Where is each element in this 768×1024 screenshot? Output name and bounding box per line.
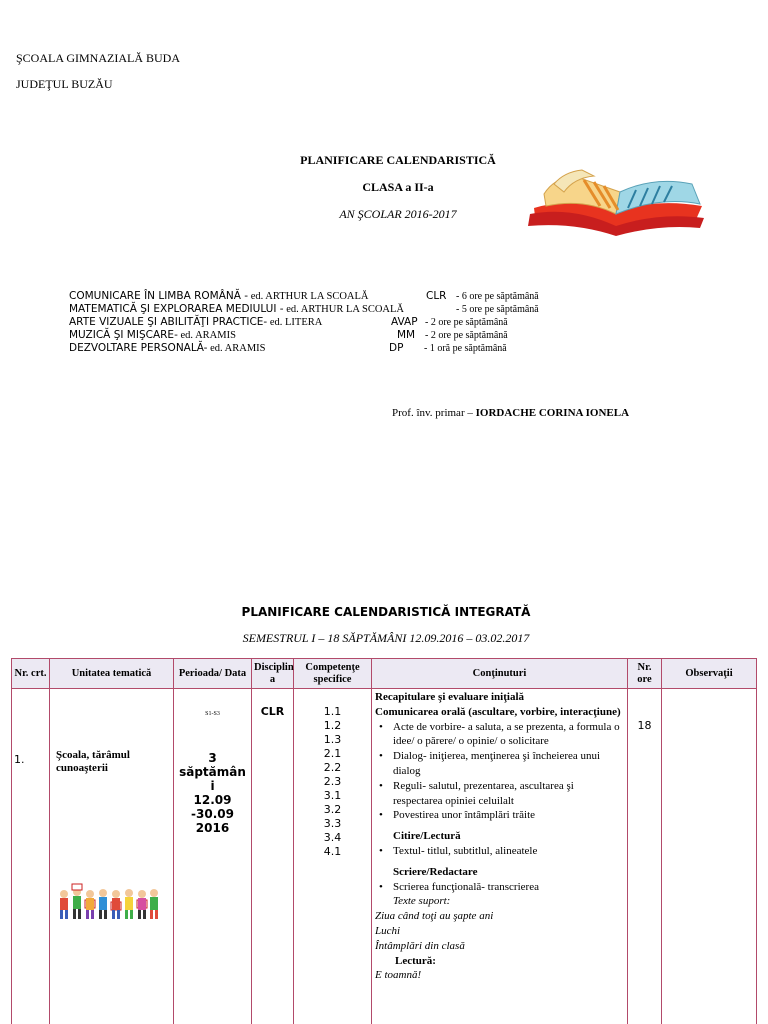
row-hours: 18 xyxy=(628,689,662,1024)
competence-item: 1.2 xyxy=(323,719,342,732)
subject-code: CLR xyxy=(426,290,447,302)
period-line: săptămân xyxy=(179,765,246,779)
subject-hours: - 1 oră pe săptămână xyxy=(424,343,507,354)
subject-code: AVAP xyxy=(391,316,418,328)
county-name: JUDEŢUL BUZĂU xyxy=(16,77,113,91)
subject-hours: - 6 ore pe săptămână xyxy=(456,291,539,302)
subject-line-mem xyxy=(69,303,539,316)
subject-name: COMUNICARE ÎN LIMBA ROMÂNĂ - xyxy=(69,290,249,302)
subject-line-dp xyxy=(69,342,507,355)
school-year: AN ŞCOLAR 2016-2017 xyxy=(339,207,457,221)
teacher-name: IORDACHE CORINA IONELA xyxy=(475,407,630,419)
children-illustration xyxy=(56,882,160,920)
period-weeks-code: S1-S3 xyxy=(205,711,220,717)
support-text: Întâmplări din clasă xyxy=(375,939,465,952)
row-unit xyxy=(50,689,174,1024)
table-header-row xyxy=(12,659,757,689)
list-item: • Textul- titlul, subtitlul, alineatele xyxy=(375,844,624,859)
subject-code: DP xyxy=(389,342,404,354)
subject-hours: - 2 ore pe săptămână xyxy=(425,330,508,341)
subject-hours: - 2 ore pe săptămână xyxy=(425,317,508,328)
school-name: ŞCOALA GIMNAZIALĂ BUDA xyxy=(16,51,180,65)
subject-name: MUZICĂ ŞI MIŞCARE- xyxy=(69,329,178,341)
list-item: • Acte de vorbire- a saluta, a se prezenta, a formula o idee/ o părere/ o opinie/ o solicitare xyxy=(375,720,624,750)
period-line: i xyxy=(210,779,215,793)
competence-item: 2.1 xyxy=(323,747,342,760)
subject-name: ARTE VIZUALE ŞI ABILITĂŢI PRACTICE- xyxy=(69,316,268,328)
list-item: • Scrierea funcţională- transcrierea xyxy=(375,880,624,895)
subject-line-mm xyxy=(69,329,508,342)
oral-list xyxy=(375,720,624,824)
subject-edition: ed. ARAMIS xyxy=(177,330,236,341)
period-line: 3 xyxy=(208,751,217,765)
teacher-line xyxy=(392,407,629,419)
competence-item: 2.3 xyxy=(323,775,342,788)
subject-line-clr xyxy=(69,290,539,303)
period-text xyxy=(174,751,251,835)
header-hours: Nr. ore xyxy=(628,659,662,689)
subject-edition: ed. ARAMIS xyxy=(207,343,266,354)
lecture-label: Lectură: xyxy=(395,954,436,967)
list-item: • Povestirea unor întâmplări trăite xyxy=(375,808,624,823)
integrated-title: PLANIFICARE CALENDARISTICĂ INTEGRATĂ xyxy=(241,605,531,619)
competence-item: 1.3 xyxy=(323,733,342,746)
unit-title: Şcoala, tărâmul cunoaşterii xyxy=(56,749,130,774)
competence-item: 3.1 xyxy=(323,789,342,802)
row-period xyxy=(174,689,252,1024)
subject-code: MM xyxy=(397,329,416,341)
subject-edition: ed. ARTHUR LA SCOALĂ xyxy=(248,291,369,302)
row-competences xyxy=(294,689,372,1024)
competence-item: 4.1 xyxy=(323,845,342,858)
writing-heading: Scriere/Redactare xyxy=(393,865,478,878)
open-book-icon xyxy=(524,166,706,246)
competence-item: 2.2 xyxy=(323,761,342,774)
teacher-prefix: Prof. înv. primar – xyxy=(392,407,476,419)
competence-item: 3.2 xyxy=(323,803,342,816)
support-label: Texte suport: xyxy=(393,895,451,908)
oral-heading: Comunicarea orală (ascultare, vorbire, interacţiune) xyxy=(375,705,621,718)
header-competences: Competenţe specifice xyxy=(294,659,372,689)
period-line: 12.09 xyxy=(193,793,232,807)
header-discipline: Disciplin a xyxy=(252,659,294,689)
support-text: Luchi xyxy=(375,924,401,937)
subject-name: DEZVOLTARE PERSONALĂ- xyxy=(69,342,208,354)
reading-heading: Citire/Lectură xyxy=(393,830,461,843)
writing-list xyxy=(375,880,624,895)
subject-name: MATEMATICĂ ŞI EXPLORAREA MEDIULUI - xyxy=(69,303,284,315)
row-notes xyxy=(662,689,757,1024)
table-row xyxy=(12,689,757,1024)
period-line: 2016 xyxy=(195,821,230,835)
period-line: -30.09 xyxy=(191,807,234,821)
competence-item: 1.1 xyxy=(323,705,342,718)
header-nr: Nr. crt. xyxy=(12,659,50,689)
document-title: PLANIFICARE CALENDARISTICĂ xyxy=(300,153,496,167)
list-item: • Reguli- salutul, prezentarea, ascultarea şi respectarea opiniei celuilalt xyxy=(375,779,624,809)
row-content xyxy=(372,689,628,1024)
class-label: CLASA a II-a xyxy=(362,180,434,194)
header-notes: Observaţii xyxy=(662,659,757,689)
subject-line-avap xyxy=(69,316,508,329)
subject-edition: ed. ARTHUR LA SCOALĂ xyxy=(283,304,404,315)
list-item: • Dialog- iniţierea, menţinerea şi încheierea unui dialog xyxy=(375,749,624,779)
subject-edition: ed. LITERA xyxy=(267,317,323,328)
competence-item: 3.4 xyxy=(323,831,342,844)
lecture-text: E toamnă! xyxy=(375,969,422,982)
header-content: Conţinuturi xyxy=(372,659,628,689)
semester-line: SEMESTRUL I – 18 SĂPTĂMÂNI 12.09.2016 – 03.02.2017 xyxy=(242,631,530,645)
header-period: Perioada/ Data xyxy=(174,659,252,689)
support-text: Ziua când toţi au şapte ani xyxy=(375,910,494,923)
header-unit: Unitatea tematică xyxy=(50,659,174,689)
competence-item: 3.3 xyxy=(323,817,342,830)
planning-table xyxy=(11,658,757,1024)
row-discipline: CLR xyxy=(252,689,294,1024)
row-nr: 1. xyxy=(12,689,50,1024)
subject-hours: - 5 ore pe săptămână xyxy=(456,304,539,315)
reading-list xyxy=(375,844,624,859)
content-heading: Recapitulare şi evaluare iniţială xyxy=(375,691,524,703)
